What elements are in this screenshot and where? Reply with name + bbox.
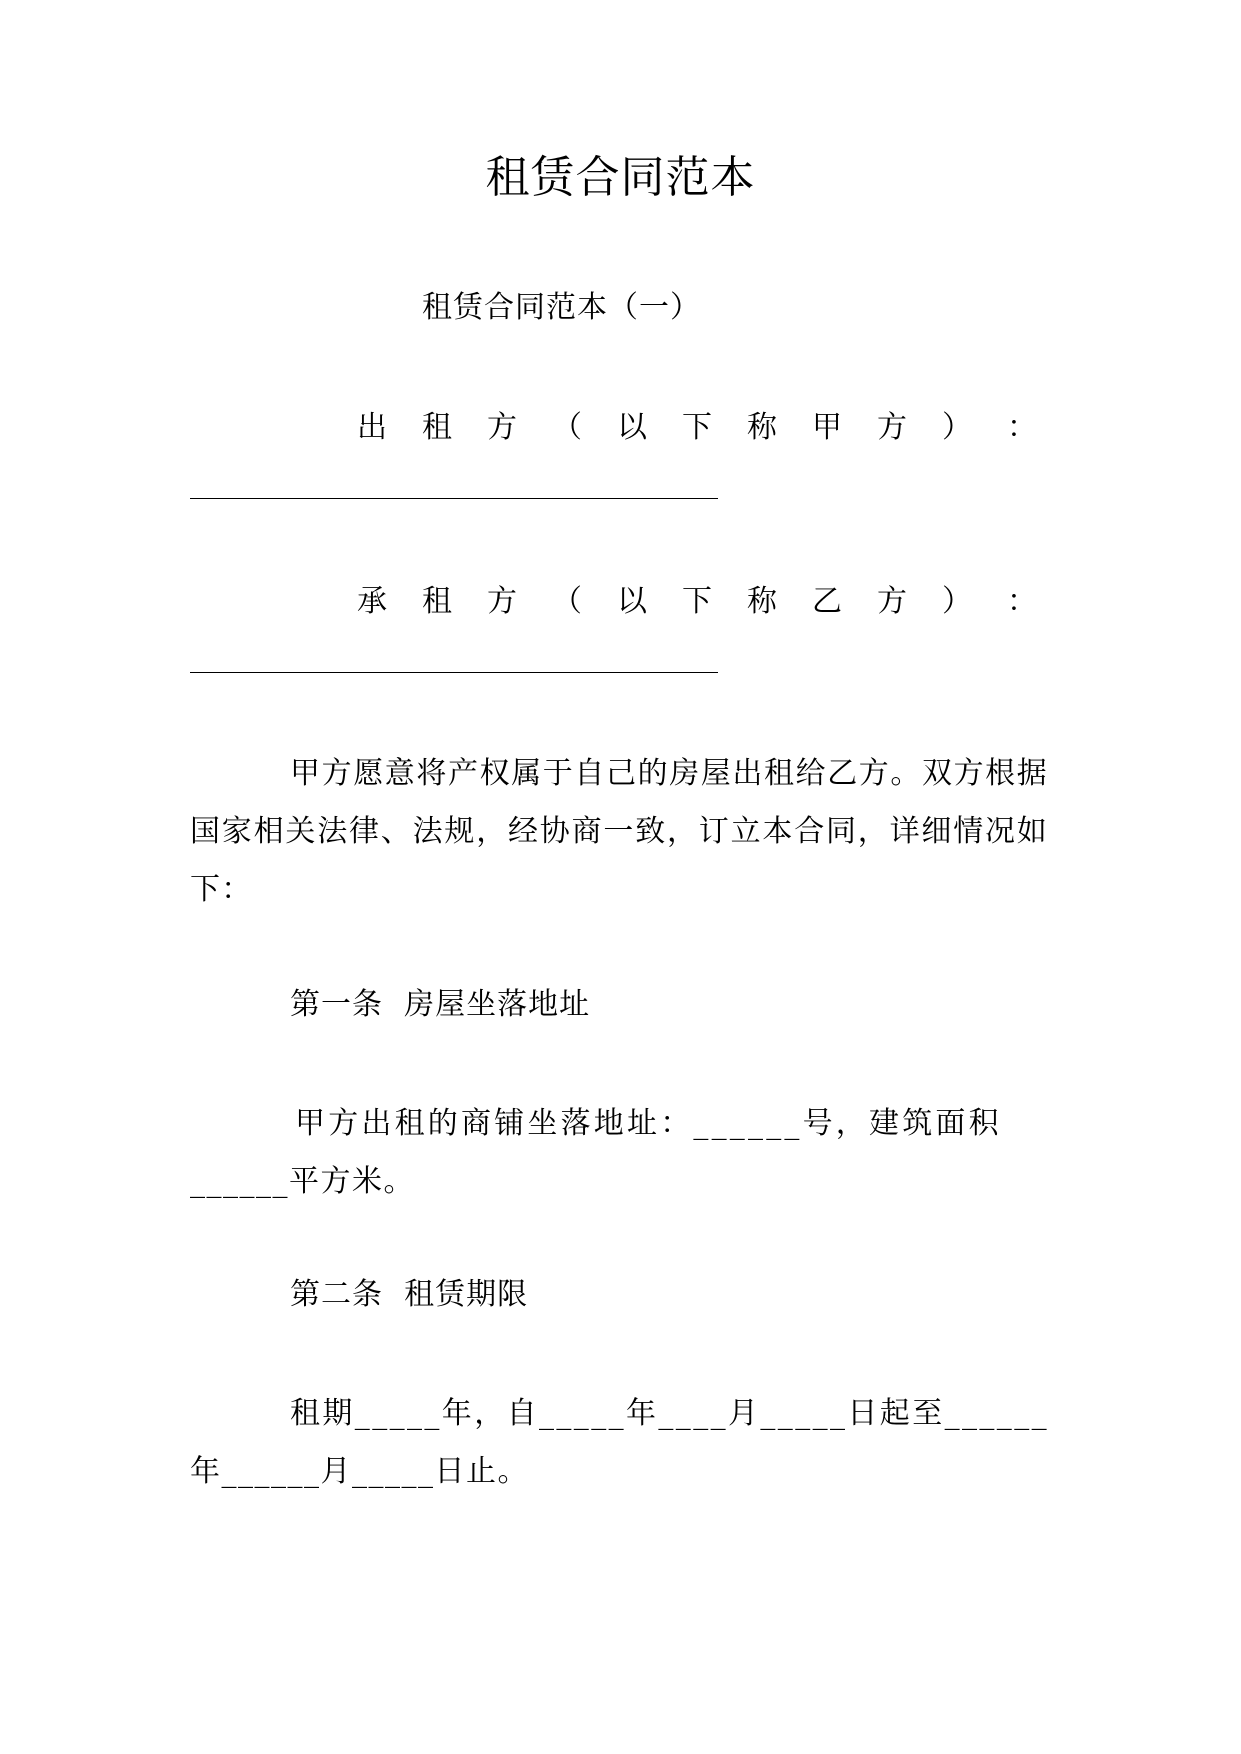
lessee-char: ） (942, 584, 972, 619)
lessor-char: 出 (357, 410, 387, 445)
article-2-line-1: 租期_____年，自_____年____月_____日起至______ (290, 1396, 1049, 1431)
lessee-char: 租 (422, 584, 452, 619)
lessee-char: 下 (682, 584, 712, 619)
lessor-char: 以 (617, 410, 647, 445)
lessee-char: ： (1007, 584, 1037, 619)
lessor-line (357, 408, 1037, 448)
lessee-char: 方 (877, 584, 907, 619)
document-title: 租赁合同范本 (485, 152, 756, 203)
lessee-char: 承 (357, 584, 387, 619)
lessee-char: 乙 (812, 584, 842, 619)
article-1-heading: 第一条 房屋坐落地址 (290, 987, 591, 1022)
lessee-char: （ (552, 584, 582, 619)
lessee-char: 称 (747, 584, 777, 619)
lessee-blank-line (190, 672, 718, 673)
lessor-char: 租 (422, 410, 452, 445)
article-2-heading: 第二条 租赁期限 (290, 1277, 529, 1312)
lessee-char: 以 (617, 584, 647, 619)
lessor-char: 方 (487, 410, 517, 445)
article-1-line-1: 甲方出租的商铺坐落地址：______号，建筑面积 (295, 1106, 1002, 1141)
lessor-char: 甲 (812, 410, 842, 445)
intro-paragraph: 甲方愿意将产权属于自己的房屋出租给乙方。双方根据国家相关法律、法规，经协商一致，订立本合同，详细情况如下： (190, 756, 1048, 907)
lessor-char: ） (942, 410, 972, 445)
lessee-line (357, 582, 1037, 622)
article-2-line-2: 年______月_____日止。 (190, 1454, 529, 1489)
lessor-char: （ (552, 410, 582, 445)
article-1-line-2: ______平方米。 (190, 1164, 415, 1199)
lessor-char: ： (1007, 410, 1037, 445)
document-subtitle: 租赁合同范本（一） (422, 290, 701, 325)
lessor-char: 称 (747, 410, 777, 445)
lessee-char: 方 (487, 584, 517, 619)
lessor-char: 下 (682, 410, 712, 445)
lessor-blank-line (190, 498, 718, 499)
lessor-char: 方 (877, 410, 907, 445)
